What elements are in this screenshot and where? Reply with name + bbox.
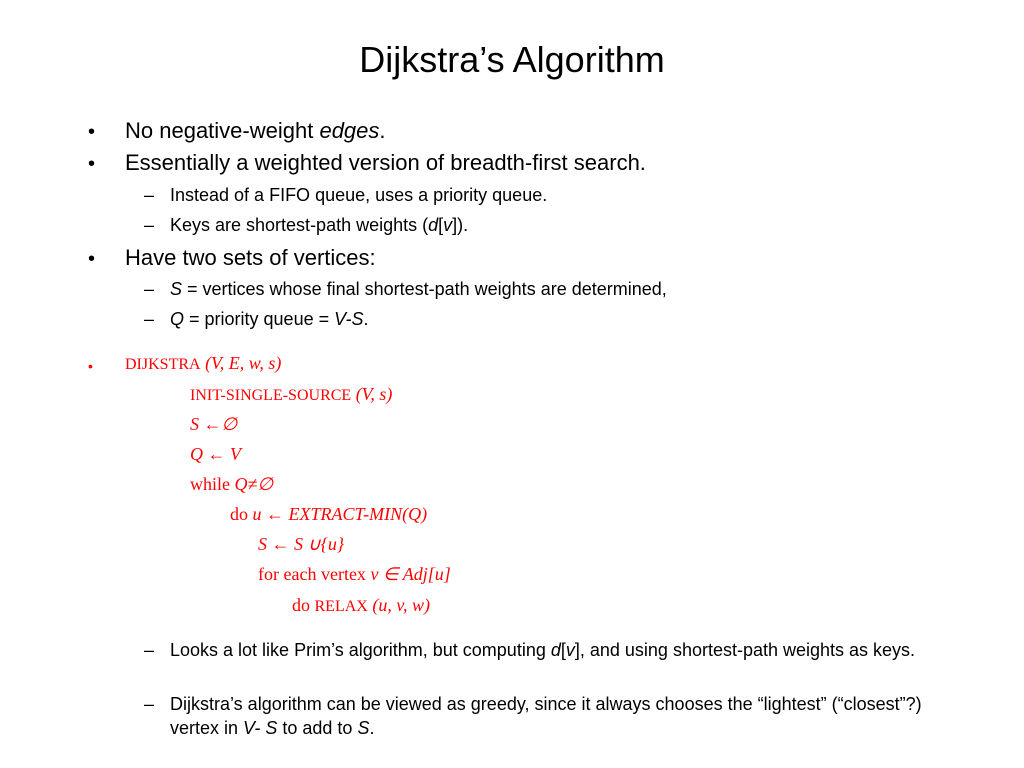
code-keyword: do: [292, 595, 315, 615]
bullet-emphasis: edges: [319, 118, 380, 143]
bullet-two-sets: Have two sets of vertices:: [125, 245, 376, 270]
var-vs: V- S: [243, 718, 278, 738]
code-expr: S ←∅: [190, 414, 238, 434]
sub-bullet-keys: [170, 213, 468, 237]
text-part: [: [560, 640, 566, 660]
var-d: d: [550, 640, 561, 660]
var-s: S: [357, 718, 370, 738]
dash-marker: –: [144, 185, 155, 205]
code-expr: u ← EXTRACT-MIN(Q): [252, 504, 428, 524]
proc-args: (u, v, w): [372, 595, 430, 615]
code-keyword: while: [190, 474, 235, 494]
text-part: [: [438, 215, 444, 235]
sub-bullet-set-s: [170, 277, 667, 301]
dash-marker: –: [144, 215, 155, 235]
text-part: .: [369, 718, 375, 738]
proc-name: INIT-SINGLE-SOURCE: [190, 387, 352, 404]
slide-title: Dijkstra’s Algorithm: [359, 39, 665, 80]
code-keyword: for each vertex: [258, 564, 371, 584]
var-d: d: [428, 215, 439, 235]
dash-marker: –: [144, 694, 155, 714]
sub-bullet-priority-queue: Instead of a FIFO queue, uses a priority queue.: [170, 185, 548, 205]
code-line-relax: [292, 594, 430, 618]
code-bullet-marker: •: [88, 358, 93, 374]
code-line-extract-min: [230, 503, 427, 525]
text-part: = priority queue =: [184, 309, 335, 329]
text-part: = vertices whose final shortest-path weights are determined,: [182, 279, 667, 299]
note-greedy: [170, 692, 970, 740]
text-part: ]).: [452, 215, 469, 235]
var-s: S: [170, 279, 183, 299]
text-part: .: [363, 309, 369, 329]
code-line-q-v: [190, 443, 241, 465]
code-line-s-empty: [190, 413, 237, 435]
var-v: v: [565, 640, 575, 660]
bullet-tail: .: [379, 118, 386, 143]
text-part: ], and using shortest-path weights as keys.: [574, 640, 916, 660]
code-line-dijkstra: [125, 352, 281, 376]
code-expr: v ∈ Adj[u]: [370, 564, 451, 584]
proc-args: (V, s): [355, 384, 393, 404]
bullet-weighted-bfs: Essentially a weighted version of breadth-first search.: [125, 150, 646, 175]
dash-marker: –: [144, 279, 155, 299]
bullet-marker: •: [88, 121, 96, 143]
proc-args: (V, E, w, s): [205, 353, 282, 373]
var-q: Q: [170, 309, 185, 329]
proc-name: DIJKSTRA: [125, 356, 201, 373]
code-expr: S ← S ∪{u}: [258, 534, 345, 554]
code-line-s-union: [258, 533, 344, 555]
dash-marker: –: [144, 309, 155, 329]
text-part: Looks a lot like Prim’s algorithm, but computing: [170, 640, 551, 660]
var-v: v: [443, 215, 453, 235]
bullet-text: No negative-weight: [125, 118, 320, 143]
var-vs: V-S: [334, 309, 364, 329]
code-keyword: do: [230, 504, 253, 524]
note-prim-comparison: [170, 638, 970, 662]
text-part: to add to: [277, 718, 358, 738]
code-line-for-each: [258, 563, 451, 585]
dash-marker: –: [144, 640, 155, 660]
text-part: Keys are shortest-path weights (: [170, 215, 429, 235]
code-line-init: [190, 383, 392, 407]
bullet-marker: •: [88, 248, 96, 270]
text-part: Dijkstra’s algorithm can be viewed as greedy, since it always chooses the “lightest” (“closest”?) vertex in: [170, 694, 922, 738]
code-line-while: [190, 473, 273, 495]
bullet-marker: •: [88, 153, 96, 175]
code-expr: Q ← V: [190, 444, 241, 464]
sub-bullet-set-q: [170, 307, 368, 331]
bullet-no-negative-weight: [125, 117, 386, 145]
proc-name: RELAX: [314, 598, 368, 615]
code-expr: Q≠∅: [234, 474, 274, 494]
